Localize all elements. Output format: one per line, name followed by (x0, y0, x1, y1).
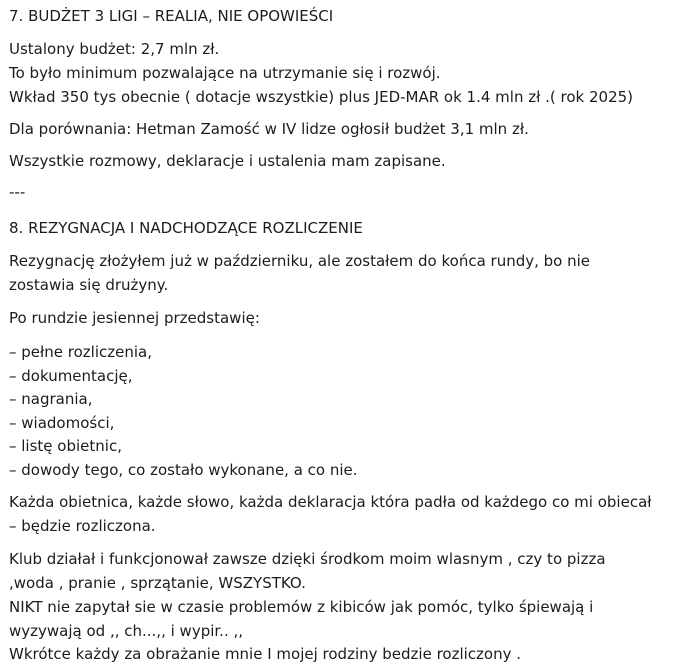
text-line: Każda obietnica, każde słowo, każda deklaracja która padła od każdego co mi obiecał (9, 493, 652, 511)
section-separator: --- (9, 183, 26, 201)
list-item: – dokumentację, (9, 367, 133, 385)
section-8-heading: 8. REZYGNACJA I NADCHODZĄCE ROZLICZENIE (9, 219, 363, 237)
text-line: Klub działał i funkcjonował zawsze dzięki środkom moim wlasnym , czy to pizza (9, 550, 606, 568)
list-item: – nagrania, (9, 390, 93, 408)
text-line: Ustalony budżet: 2,7 mln zł. (9, 40, 220, 58)
text-line: To było minimum pozwalające na utrzymanie się i rozwój. (9, 64, 441, 82)
text-line: NIKT nie zapytał sie w czasie problemów z kibiców jak pomóc, tylko śpiewają i (9, 598, 594, 616)
text-line: Wkład 350 tys obecnie ( dotacje wszystkie) plus JED-MAR ok 1.4 mln zł .( rok 2025) (9, 88, 634, 106)
text-line: – będzie rozliczona. (9, 517, 156, 535)
text-line: Wkrótce każdy za obrażanie mnie I mojej rodziny bedzie rozliczony . (9, 645, 522, 663)
list-item: – listę obietnic, (9, 437, 122, 455)
section-7-records-paragraph: Wszystkie rozmowy, deklaracje i ustalenia mam zapisane. (9, 152, 446, 170)
list-item: – wiadomości, (9, 414, 115, 432)
section-7-heading: 7. BUDŻET 3 LIGI – REALIA, NIE OPOWIEŚCI (9, 7, 334, 25)
text-line: zostawia się drużyny. (9, 276, 169, 294)
list-item: – dowody tego, co zostało wykonane, a co nie. (9, 461, 358, 479)
section-8-intro-paragraph: Po rundzie jesiennej przedstawię: (9, 309, 260, 327)
text-line: ,woda , pranie , sprzątanie, WSZYSTKO. (9, 574, 306, 592)
list-item: – pełne rozliczenia, (9, 343, 152, 361)
section-7-comparison-paragraph: Dla porównania: Hetman Zamość w IV lidze ogłosił budżet 3,1 mln zł. (9, 120, 529, 138)
text-line: Rezygnację złożyłem już w październiku, ale zostałem do końca rundy, bo nie (9, 252, 591, 270)
text-line: wyzywają od ,, ch...,, i wypir.. ,, (9, 622, 244, 640)
